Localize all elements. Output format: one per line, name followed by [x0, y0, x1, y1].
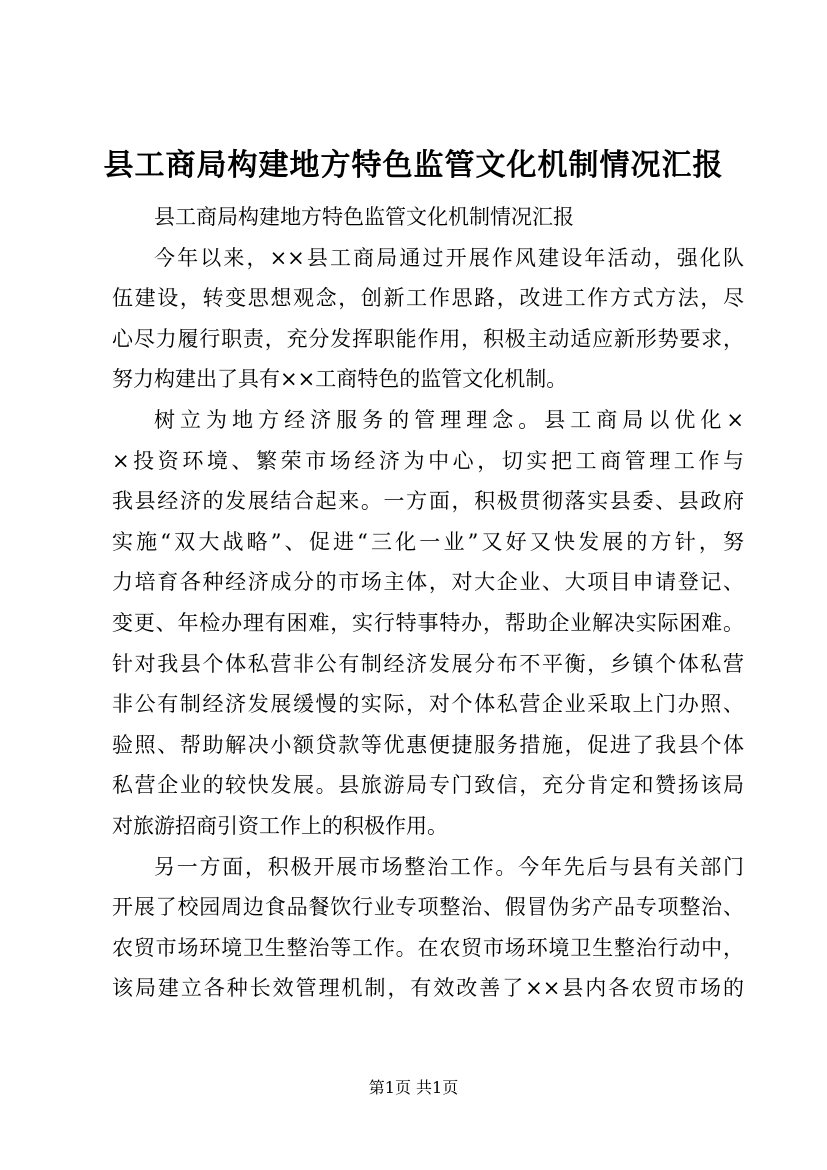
paragraph-line: 针对我县个体私营非公有制经济发展分布不平衡，乡镇个体私营 — [112, 651, 744, 676]
paragraph-line: 心尽力履行职责，充分发挥职能作用，积极主动适应新形势要求， — [112, 326, 744, 351]
page-footer: 第1页 共1页 — [368, 1078, 459, 1097]
paragraph-line: 今年以来，××县工商局通过开展作风建设年活动，强化队 — [154, 245, 744, 270]
paragraph-line: 另一方面，积极开展市场整治工作。今年先后与县有关部门 — [154, 854, 744, 879]
paragraph-line: 努力构建出了具有××工商特色的监管文化机制。 — [112, 367, 568, 392]
paragraph-line: 我县经济的发展结合起来。一方面，积极贯彻落实县委、县政府 — [112, 489, 744, 514]
paragraph-line: 变更、年检办理有困难，实行特事特办，帮助企业解决实际困难。 — [112, 610, 744, 635]
paragraph-line: 该局建立各种长效管理机制，有效改善了××县内各农贸市场的 — [112, 976, 744, 1001]
paragraph-line: 验照、帮助解决小额贷款等优惠便捷服务措施，促进了我县个体 — [112, 732, 744, 757]
paragraph-line: 私营企业的较快发展。县旅游局专门致信，充分肯定和赞扬该局 — [112, 773, 744, 798]
paragraph-line: 非公有制经济发展缓慢的实际，对个体私营企业采取上门办照、 — [112, 692, 744, 717]
subtitle-line: 县工商局构建地方特色监管文化机制情况汇报 — [154, 205, 574, 229]
paragraph-line: 实施“双大战略”、促进“三化一业”又好又快发展的方针，努 — [112, 529, 744, 554]
document-body — [112, 197, 744, 1009]
document-title: 县工商局构建地方特色监管文化机制情况汇报 — [103, 148, 724, 183]
paragraph-line: ×投资环境、繁荣市场经济为中心，切实把工商管理工作与 — [112, 448, 744, 473]
paragraph-line: 力培育各种经济成分的市场主体，对大企业、大项目申请登记、 — [112, 570, 744, 595]
paragraph-line: 开展了校园周边食品餐饮行业专项整治、假冒伪劣产品专项整治、 — [112, 895, 744, 920]
paragraph-line: 对旅游招商引资工作上的积极作用。 — [112, 813, 448, 838]
paragraph-line: 树立为地方经济服务的管理理念。县工商局以优化× — [154, 407, 744, 432]
paragraph-line: 农贸市场环境卫生整治等工作。在农贸市场环境卫生整治行动中， — [112, 935, 744, 960]
paragraph-line: 伍建设，转变思想观念，创新工作思路，改进工作方式方法，尽 — [112, 286, 744, 311]
